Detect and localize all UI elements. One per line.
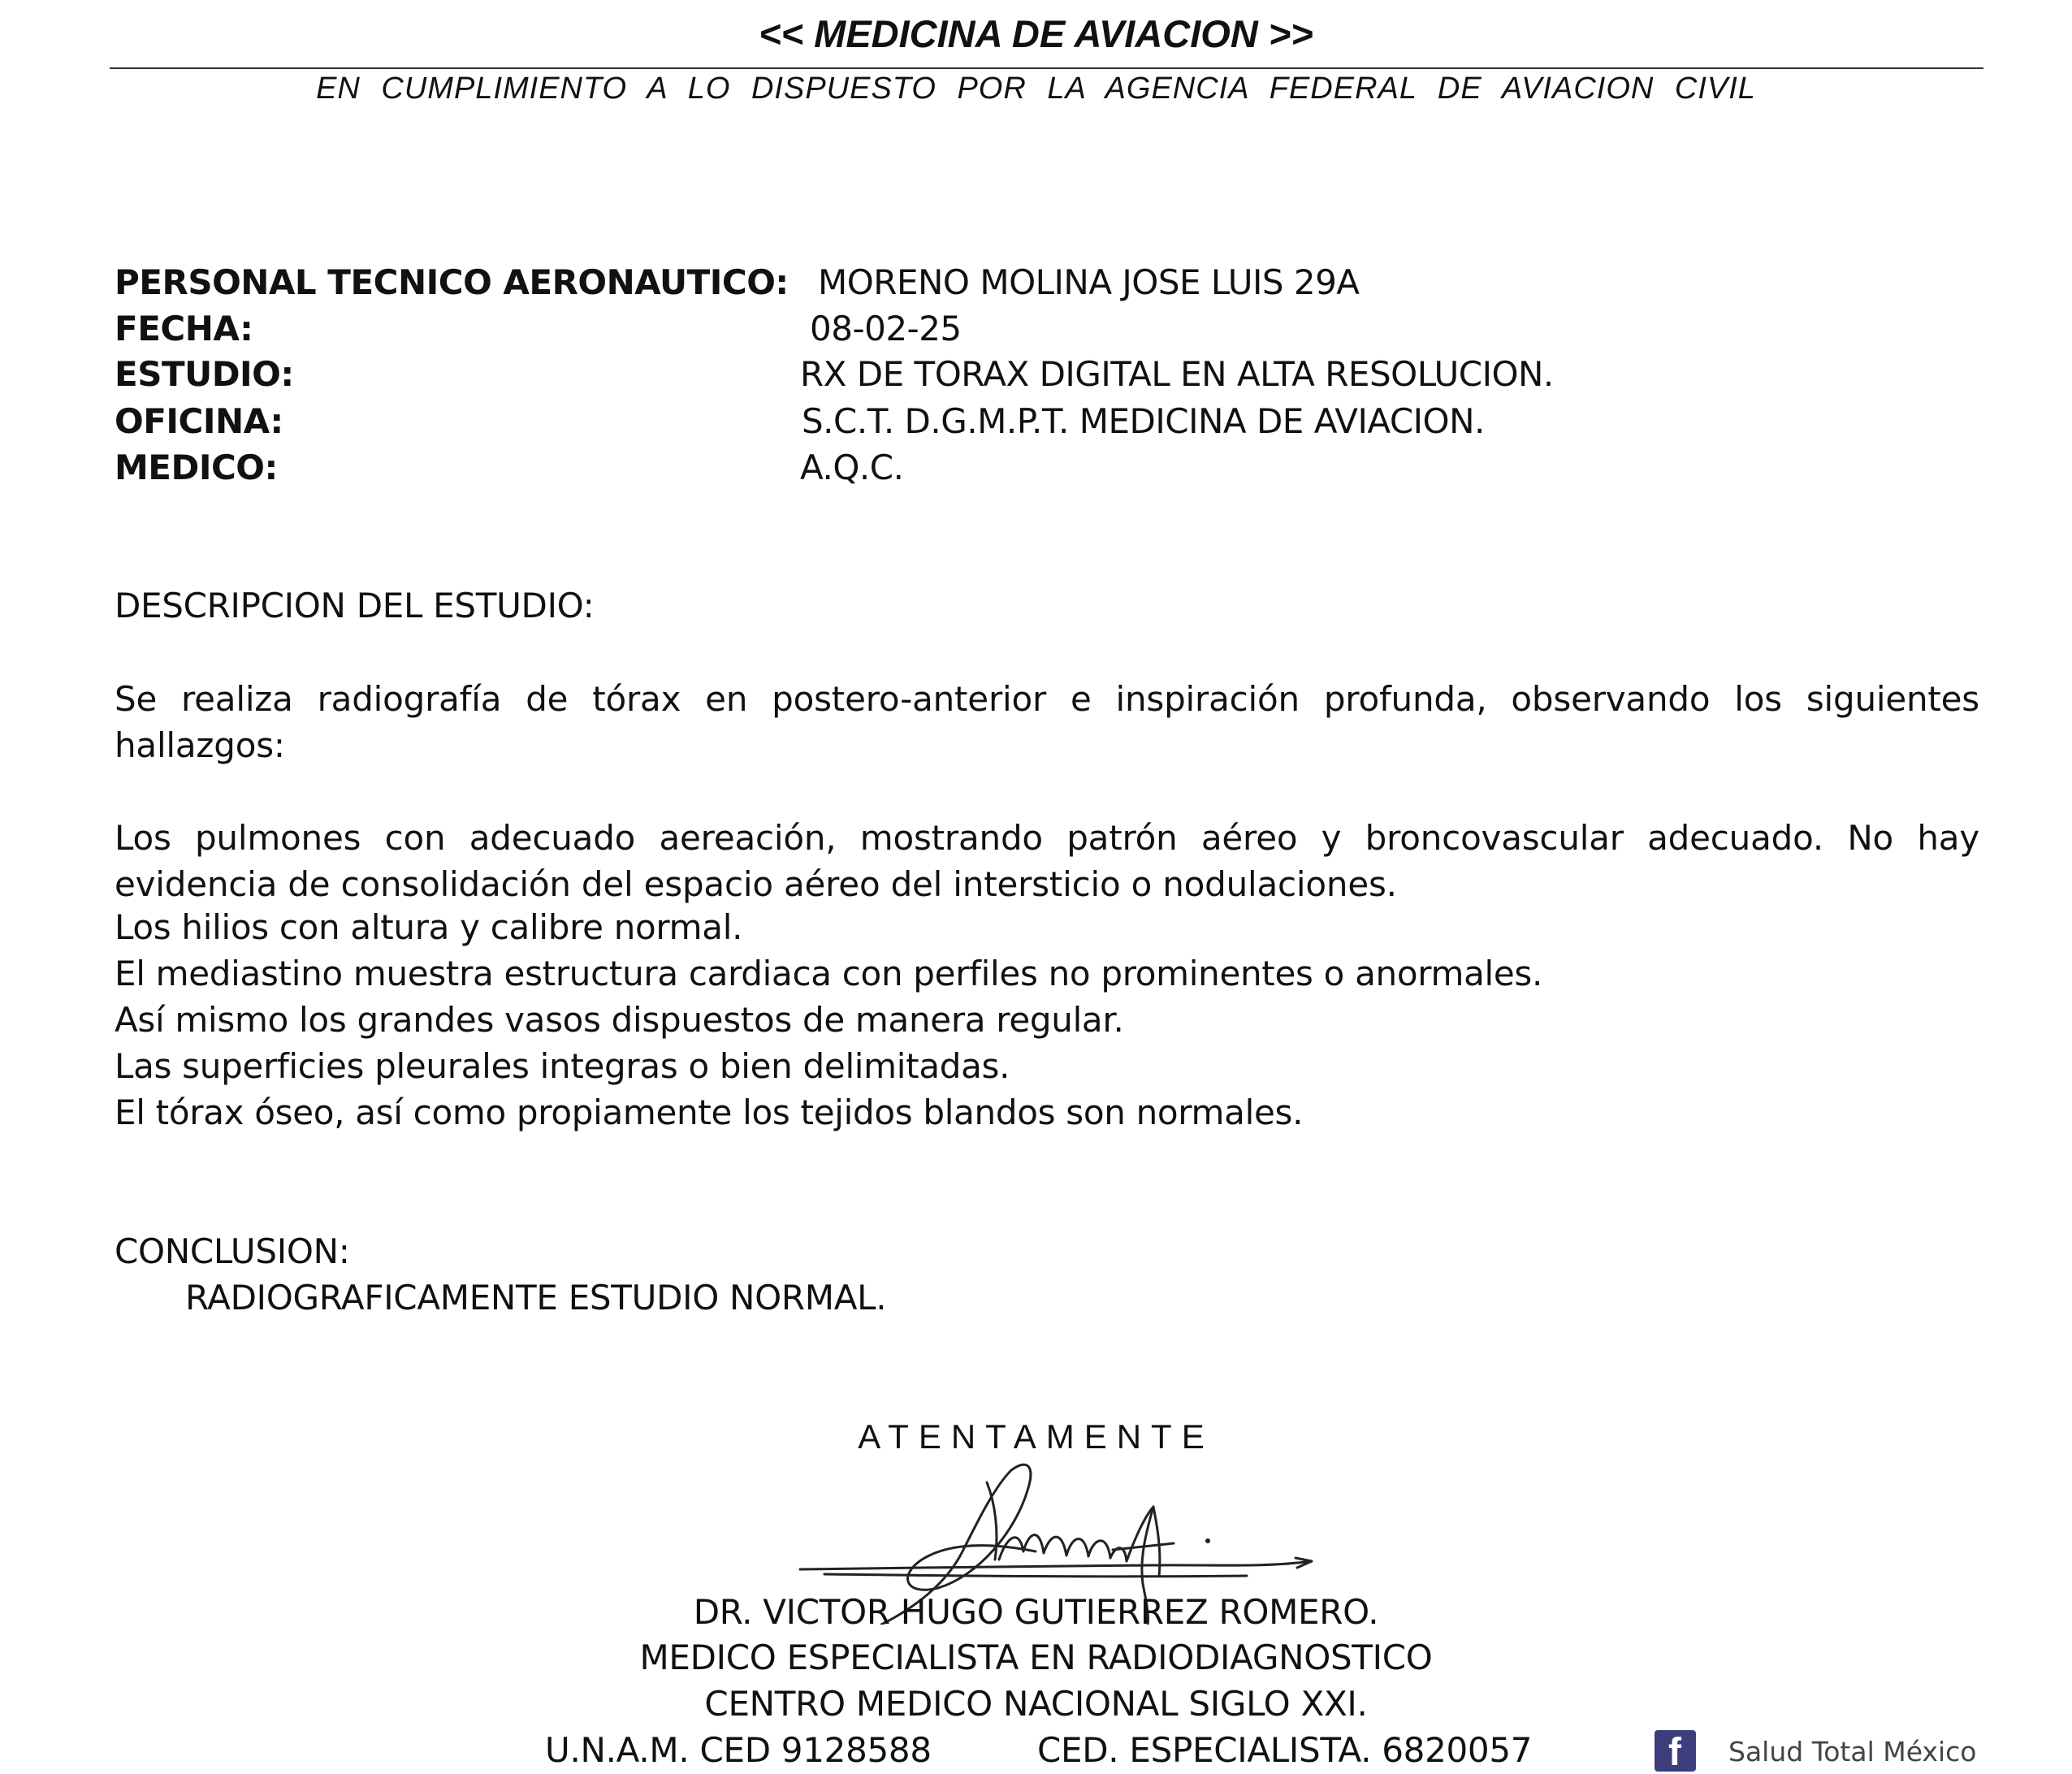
oficina-value: S.C.T. D.G.M.P.T. MEDICINA DE AVIACION. <box>802 401 1485 441</box>
lung-findings-paragraph: Los pulmones con adecuado aereación, mostrando patrón aéreo y broncovascular adecuado. No hay evidencia de consolidación del espacio aéreo del intersticio o nodulaciones. <box>115 818 1979 904</box>
medico-value: A.Q.C. <box>800 448 904 487</box>
document-subtitle: EN CUMPLIMIENTO A LO DISPUESTO POR LA AGENCIA FEDERAL DE AVIACION CIVIL <box>316 71 1756 106</box>
finding-vasos: Así mismo los grandes vasos dispuestos de manera regular. <box>115 1000 1124 1040</box>
conclusion-heading: CONCLUSION: <box>115 1231 350 1271</box>
doctor-specialty: MEDICO ESPECIALISTA EN RADIODIAGNOSTICO <box>639 1638 1433 1677</box>
document-title: << MEDICINA DE AVIACION >> <box>759 12 1313 55</box>
facebook-glyph: f <box>1668 1731 1681 1774</box>
study-intro-paragraph: Se realiza radiografía de tórax en postero-anterior e inspiración profunda, observando los siguientes hallazgos: <box>115 679 1979 765</box>
fecha-value: 08-02-25 <box>810 309 962 348</box>
social-page-label: Salud Total México <box>1728 1736 1977 1768</box>
finding-torax: El tórax óseo, así como propiamente los tejidos blandos son normales. <box>115 1093 1304 1132</box>
personal-value: MORENO MOLINA JOSE LUIS 29A <box>818 262 1360 302</box>
finding-hilios: Los hilios con altura y calibre normal. <box>115 907 743 947</box>
oficina-label: OFICINA: <box>115 401 283 441</box>
medico-label: MEDICO: <box>115 448 278 487</box>
doctor-institution: CENTRO MEDICO NACIONAL SIGLO XXI. <box>704 1684 1368 1724</box>
personal-label: PERSONAL TECNICO AERONAUTICO: <box>115 262 789 302</box>
doctor-name: DR. VICTOR HUGO GUTIERREZ ROMERO. <box>693 1592 1379 1632</box>
header-divider <box>110 67 1983 69</box>
facebook-icon <box>1655 1730 1696 1772</box>
estudio-value: RX DE TORAX DIGITAL EN ALTA RESOLUCION. <box>800 354 1554 394</box>
specialist-ced-number: CED. ESPECIALISTA. 6820057 <box>1037 1730 1533 1770</box>
fecha-label: FECHA: <box>115 309 253 348</box>
closing-text: ATENTAMENTE <box>858 1417 1214 1456</box>
conclusion-text: RADIOGRAFICAMENTE ESTUDIO NORMAL. <box>185 1278 887 1318</box>
estudio-label: ESTUDIO: <box>115 354 294 394</box>
finding-mediastino: El mediastino muestra estructura cardiaca con perfiles no prominentes o anormales. <box>115 954 1543 993</box>
unam-ced-number: U.N.A.M. CED 9128588 <box>545 1730 932 1770</box>
description-heading: DESCRIPCION DEL ESTUDIO: <box>115 586 595 625</box>
finding-pleurales: Las superficies pleurales integras o bien delimitadas. <box>115 1046 1010 1086</box>
